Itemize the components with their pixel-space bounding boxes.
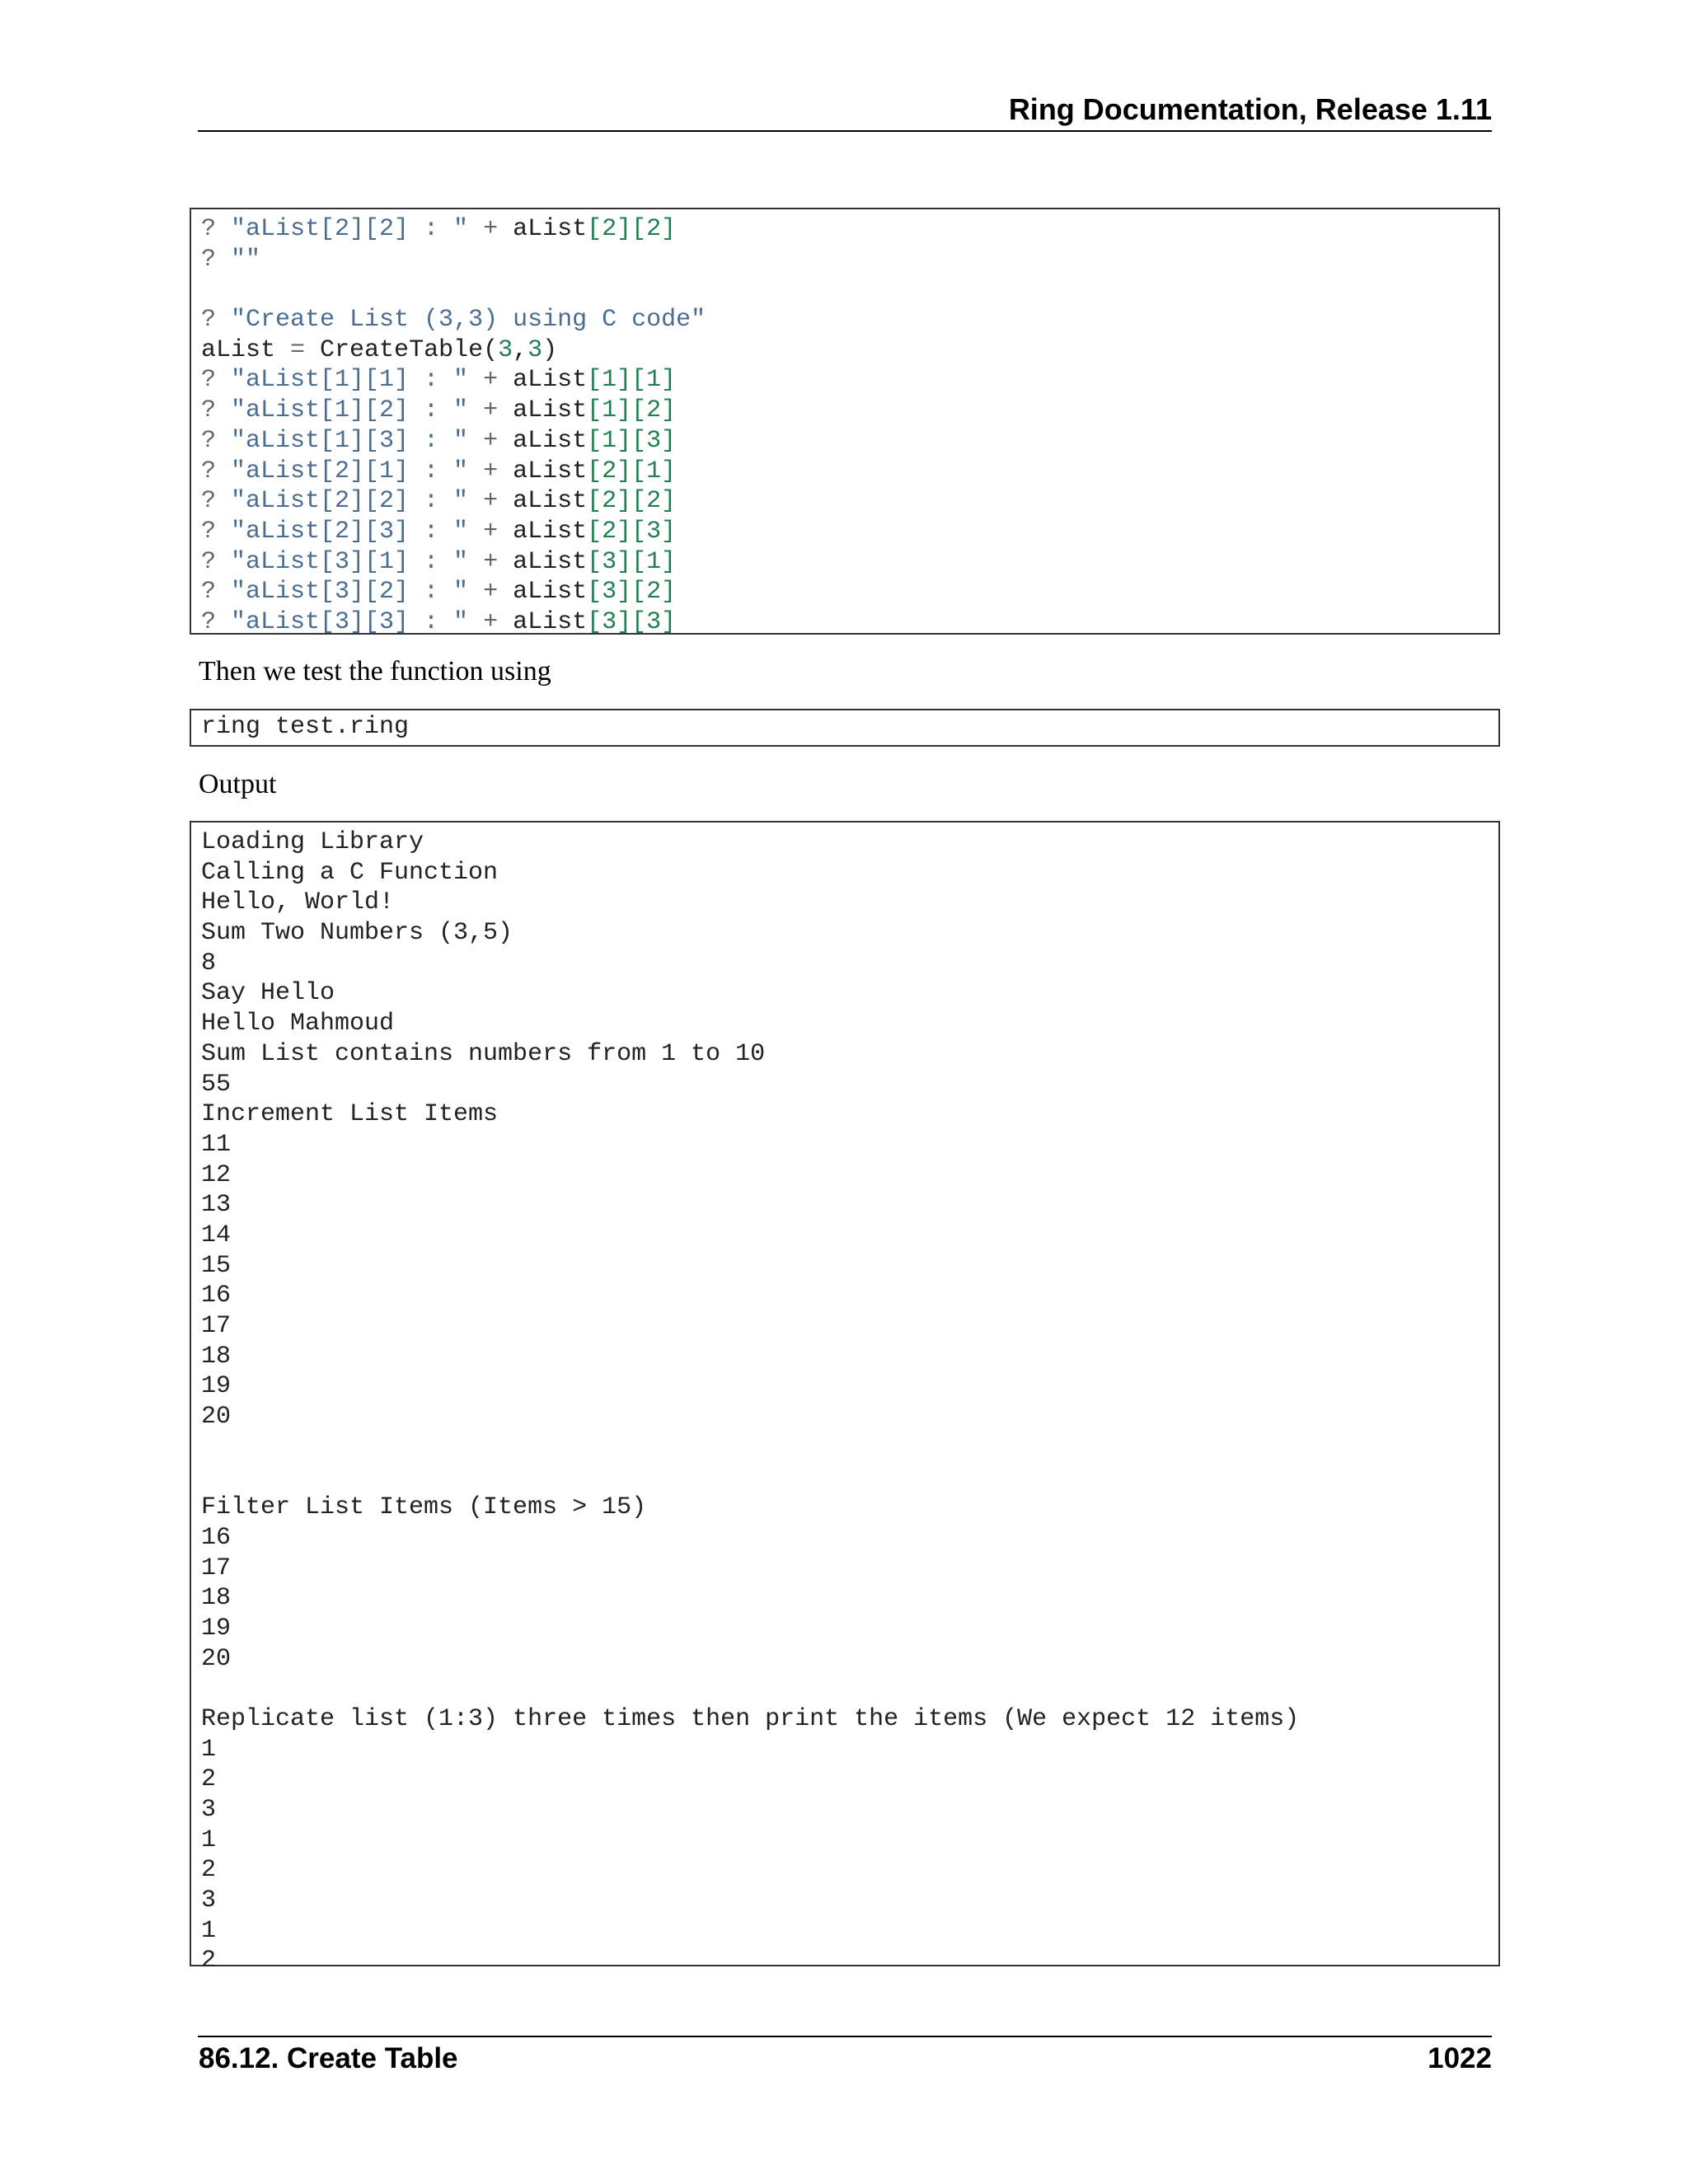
code-block-command — [190, 709, 1500, 747]
code-token: [2][2] — [587, 487, 677, 516]
code-line — [201, 214, 1498, 245]
code-line — [201, 396, 1498, 426]
code-token: aList — [513, 547, 588, 576]
output-line: 1 — [201, 1735, 217, 1764]
code-line — [201, 547, 1498, 578]
code-token: "aList[1][1] : " — [231, 366, 469, 395]
code-token: [3][3] — [587, 607, 677, 636]
code-token: aList — [513, 487, 588, 516]
code-token: aList — [513, 578, 588, 607]
output-line — [201, 1432, 1498, 1463]
code-token: [2][3] — [587, 517, 677, 546]
code-token: [2][2] — [587, 215, 677, 243]
code-token: + — [468, 426, 513, 455]
code-token: + — [468, 487, 513, 516]
code-line — [201, 426, 1498, 457]
code-token: ? — [201, 578, 232, 607]
output-line: 17 — [201, 1554, 232, 1582]
footer-section-title: 86.12. Create Table — [199, 2042, 458, 2074]
output-line: 16 — [201, 1282, 232, 1310]
output-line: 3 — [201, 1796, 217, 1824]
output-line — [201, 1674, 1498, 1704]
output-line: Replicate list (1:3) three times then print the items (We expect 12 items) — [201, 1704, 1300, 1733]
output-line — [201, 1462, 1498, 1493]
code-line — [201, 712, 1498, 743]
code-token: [1][2] — [587, 396, 677, 425]
code-token: aList — [513, 607, 588, 636]
code-token: , — [513, 335, 528, 364]
code-token: aList — [201, 335, 291, 364]
code-token: + — [468, 396, 513, 425]
output-line: 17 — [201, 1312, 232, 1340]
output-line: 55 — [201, 1070, 232, 1099]
code-token: [1][1] — [587, 366, 677, 395]
output-line: Say Hello — [201, 979, 335, 1008]
code-line — [201, 335, 1498, 366]
code-token: ? — [201, 245, 232, 274]
output-line: 20 — [201, 1644, 232, 1673]
code-line — [201, 486, 1498, 517]
code-token: ? — [201, 607, 232, 636]
code-token: "aList[3][2] : " — [231, 578, 469, 607]
code-token: + — [468, 215, 513, 243]
code-token: aList — [513, 517, 588, 546]
code-line — [201, 457, 1498, 487]
code-token: 3 — [498, 335, 513, 364]
code-token: ? — [201, 547, 232, 576]
code-line — [201, 517, 1498, 547]
output-line: 12 — [201, 1160, 232, 1189]
output-line: 18 — [201, 1342, 232, 1371]
code-token: ? — [201, 215, 232, 243]
code-token: + — [468, 607, 513, 636]
code-line — [201, 305, 1498, 335]
code-token: ? — [201, 487, 232, 516]
code-token: [3][1] — [587, 547, 677, 576]
code-token: aList — [513, 426, 588, 455]
code-token: ? — [201, 396, 232, 425]
code-lines — [191, 209, 1498, 638]
code-token: "aList[1][3] : " — [231, 426, 469, 455]
output-line: 15 — [201, 1251, 232, 1280]
output-line: 1 — [201, 1825, 217, 1854]
code-token: + — [468, 457, 513, 485]
code-token: ? — [201, 366, 232, 395]
code-token: ring test.ring — [201, 713, 410, 741]
output-line: Increment List Items — [201, 1100, 499, 1129]
output-line: 19 — [201, 1614, 232, 1643]
code-token: + — [468, 547, 513, 576]
footer-page-number: 1022 — [1428, 2042, 1492, 2074]
output-line: 2 — [201, 1765, 217, 1794]
code-line — [201, 274, 1498, 305]
output-block — [190, 821, 1500, 1975]
output-line: 18 — [201, 1584, 232, 1613]
code-token: [1][3] — [587, 426, 677, 455]
output-line: Sum Two Numbers (3,5) — [201, 919, 513, 948]
output-line: 11 — [201, 1130, 232, 1159]
output-line: Hello, World! — [201, 888, 395, 917]
code-token: CreateTable( — [320, 335, 499, 364]
code-token: 3 — [528, 335, 543, 364]
code-token: "aList[2][2] : " — [231, 487, 469, 516]
code-token: [3][2] — [587, 578, 677, 607]
code-token: + — [468, 366, 513, 395]
output-line: Hello Mahmoud — [201, 1010, 395, 1038]
output-line: 19 — [201, 1372, 232, 1401]
output-line: 2 — [201, 1856, 217, 1885]
output-line: 14 — [201, 1221, 232, 1249]
code-block-ring-createtable — [190, 208, 1500, 635]
code-lines — [191, 710, 1498, 743]
code-token: "aList[3][3] : " — [231, 607, 469, 636]
code-line — [201, 607, 1498, 638]
output-line: 2 — [201, 1947, 217, 1975]
code-line — [201, 577, 1498, 607]
output-lines — [191, 823, 1498, 1976]
code-token: "aList[3][1] : " — [231, 547, 469, 576]
code-token: + — [468, 578, 513, 607]
output-line: 13 — [201, 1191, 232, 1220]
code-token: ? — [201, 426, 232, 455]
code-token: ? — [201, 306, 232, 335]
running-header-title: Ring Documentation, Release 1.11 — [1008, 92, 1492, 126]
code-token: "aList[1][2] : " — [231, 396, 469, 425]
code-token: "Create List (3,3) using C code" — [231, 306, 706, 335]
code-token: ? — [201, 517, 232, 546]
output-line: 1 — [201, 1916, 217, 1945]
output-line: Loading Library — [201, 828, 424, 856]
output-line: 20 — [201, 1403, 232, 1432]
code-line — [201, 365, 1498, 396]
output-line: Filter List Items (Items > 15) — [201, 1493, 647, 1522]
output-line: 16 — [201, 1523, 232, 1552]
code-token: "aList[2][3] : " — [231, 517, 469, 546]
code-token: [2][1] — [587, 457, 677, 485]
code-token: "" — [231, 245, 261, 274]
code-token: aList — [513, 457, 588, 485]
code-token: = — [290, 335, 321, 364]
paragraph-test-intro: Then we test the function using — [199, 656, 551, 687]
paragraph-output-label: Output — [199, 769, 277, 799]
code-token: "aList[2][1] : " — [231, 457, 469, 485]
code-token: aList — [513, 366, 588, 395]
code-token: aList — [513, 215, 588, 243]
code-token: aList — [513, 396, 588, 425]
footer-rule — [198, 2036, 1492, 2037]
code-token: "aList[2][2] : " — [231, 215, 469, 243]
code-token: ) — [542, 335, 558, 364]
code-line — [201, 245, 1498, 275]
output-line: Sum List contains numbers from 1 to 10 — [201, 1039, 766, 1068]
output-line: 3 — [201, 1886, 217, 1915]
header-rule — [198, 130, 1492, 132]
code-token: + — [468, 517, 513, 546]
output-line: Calling a C Function — [201, 858, 499, 887]
output-line: 8 — [201, 949, 217, 977]
code-token: ? — [201, 457, 232, 485]
